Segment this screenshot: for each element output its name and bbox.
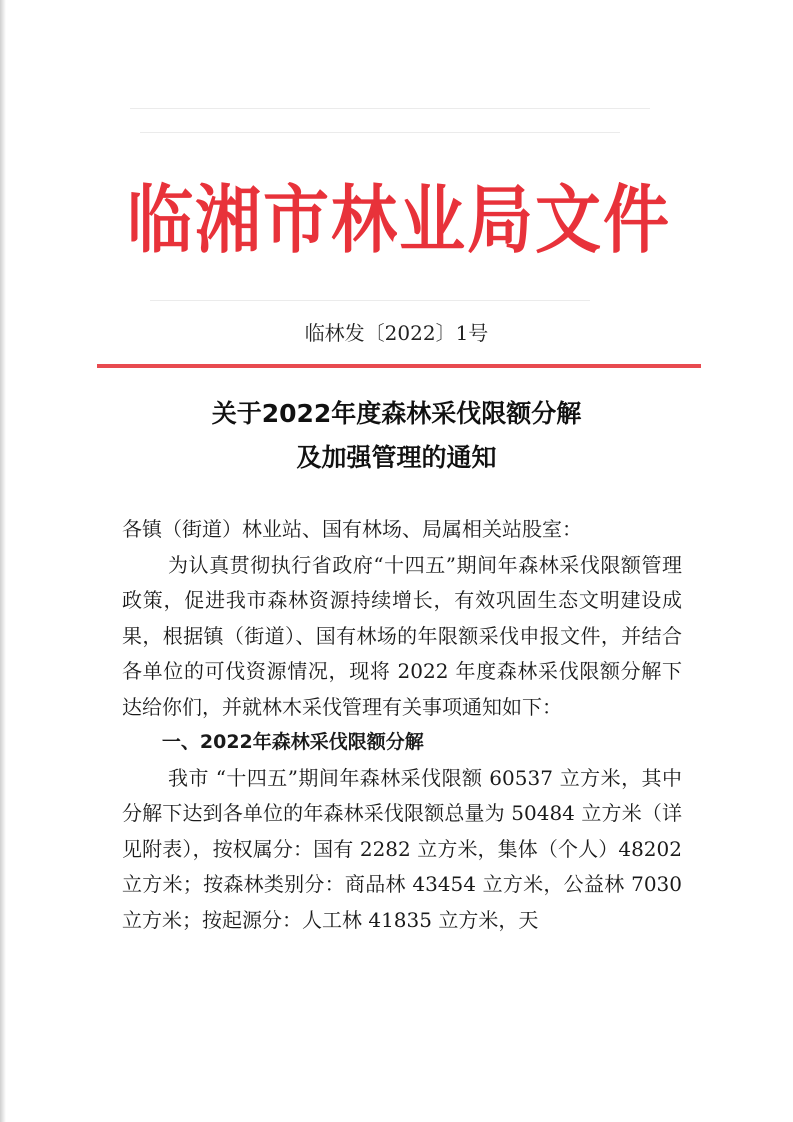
scan-noise [130, 108, 650, 109]
document-body [122, 512, 682, 938]
notice-title-line-2: 及加强管理的通知 [296, 443, 497, 472]
addressee-line: 各镇（街道）林业站、国有林场、局属相关站股室： [122, 517, 582, 541]
scan-noise [140, 132, 620, 133]
notice-title-line-1: 关于2022年度森林采伐限额分解 [211, 399, 582, 428]
scan-noise [150, 300, 590, 301]
document-number: 临林发〔2022〕1号 [304, 321, 489, 345]
red-divider-rule [97, 364, 701, 368]
scan-edge [0, 0, 6, 1122]
section-heading-1: 一、2022年森林采伐限额分解 [161, 731, 424, 753]
agency-header-title: 临湘市林业局文件 [127, 177, 671, 264]
section-1-paragraph: 我市 “十四五”期间年森林采伐限额 60537 立方米，其中分解下达到各单位的年森林采伐限额总量为 50484 立方米（详见附表），按权属分：国有 2282 立方米，集体（个人）48202 立方米；按森林类别分：商品林 43454 立方米，公益林 7030 立方米；按起源分：人工林 41835 立方米，天 [122, 765, 682, 932]
notice-title [0, 392, 793, 480]
intro-paragraph: 为认真贯彻执行省政府“十四五”期间年森林采伐限额管理政策，促进我市森林资源持续增长，有效巩固生态文明建设成果，根据镇（街道）、国有林场的年限额采伐申报文件，并结合各单位的可伐资源情况，现将 2022 年度森林采伐限额分解下达给你们，并就林木采伐管理有关事项通知如下： [122, 552, 682, 719]
